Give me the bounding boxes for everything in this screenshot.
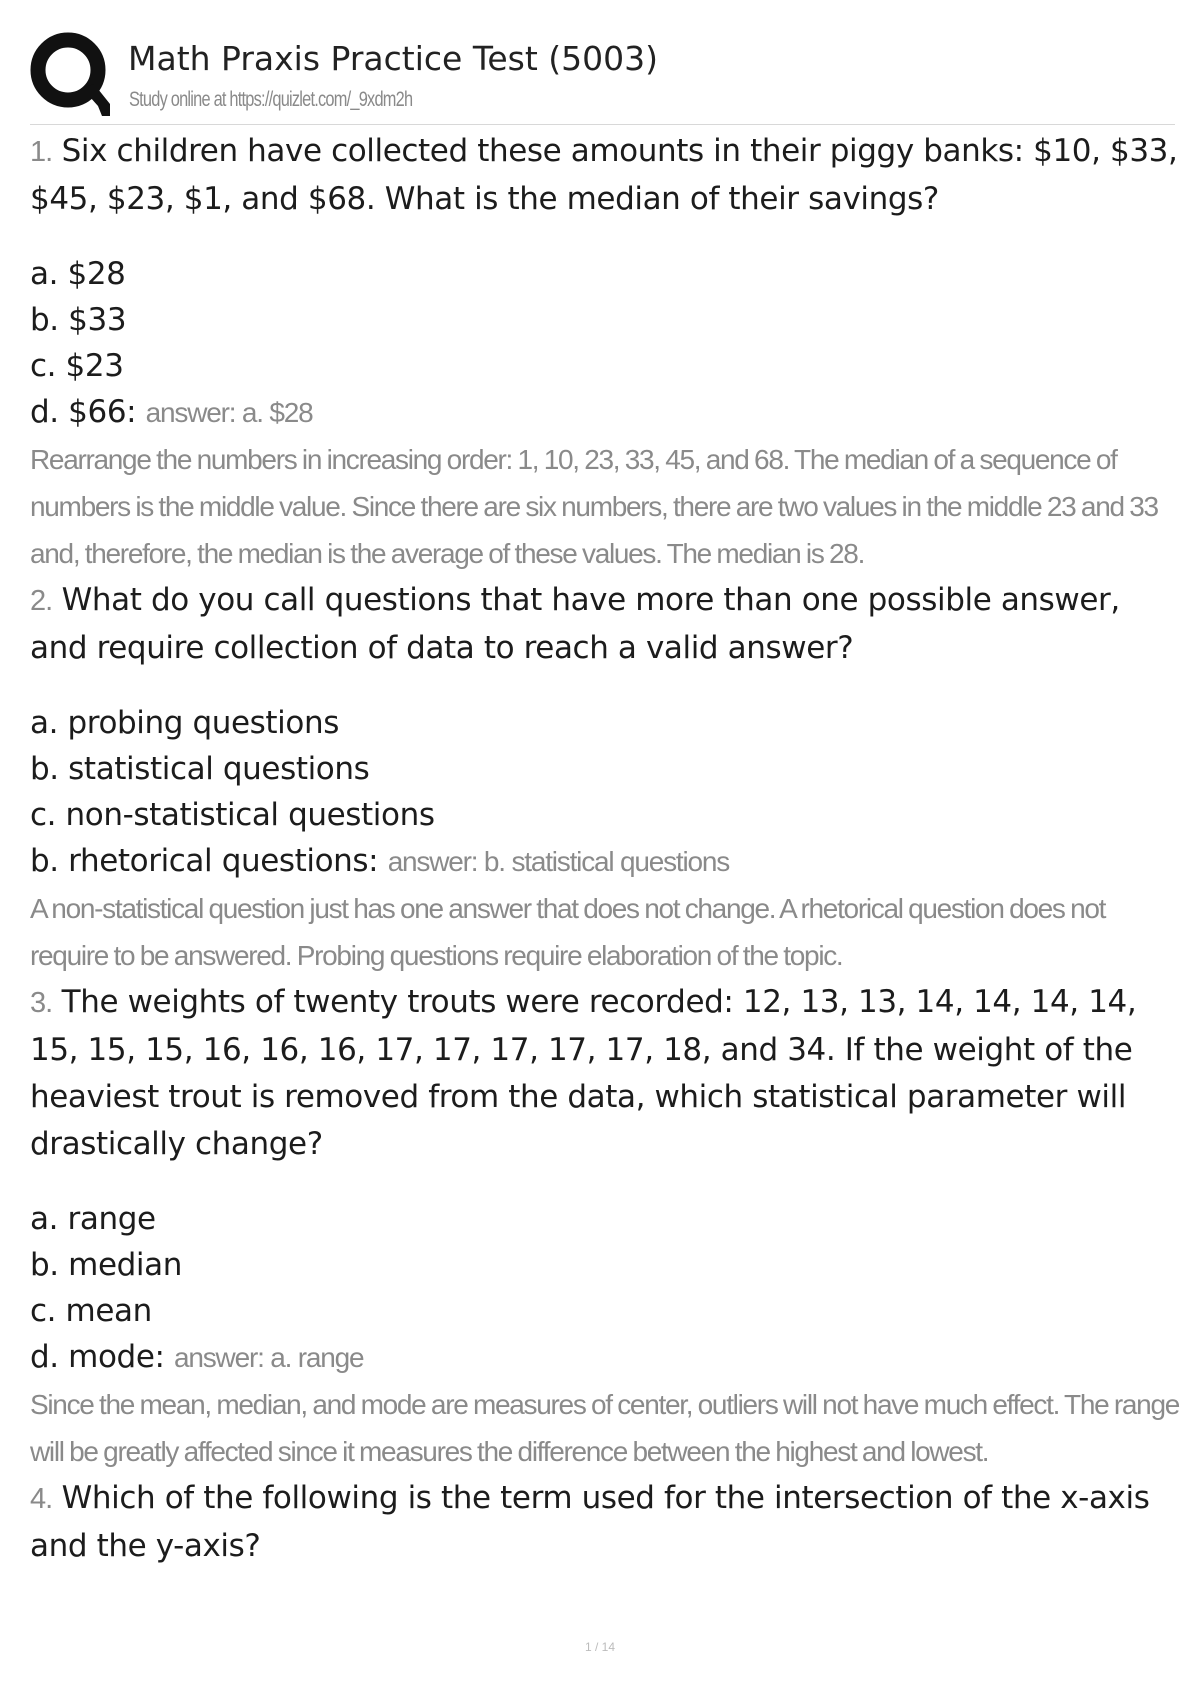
question-number: 2. bbox=[30, 585, 53, 617]
option-a: a. $28 bbox=[30, 256, 126, 292]
option-d-with-answer bbox=[30, 1334, 1180, 1381]
question-text: Six children have collected these amounts in their piggy banks: $10, $33, $45, $23, $1, and $68. What is the median of their savings? bbox=[30, 133, 1178, 217]
question-text: What do you call questions that have more than one possible answer, and require collection of data to reach a valid answer? bbox=[30, 582, 1120, 666]
question-3 bbox=[30, 979, 1180, 1168]
option-d: d. $66: bbox=[30, 394, 137, 430]
page-indicator: 1 / 14 bbox=[584, 1640, 616, 1654]
study-online-link[interactable]: Study online at https://quizlet.com/_9xdm2h bbox=[129, 88, 413, 111]
option-a: a. probing questions bbox=[30, 705, 339, 741]
question-2 bbox=[30, 577, 1180, 672]
question-text: Which of the following is the term used for the intersection of the x-axis and the y-axis? bbox=[30, 1480, 1150, 1564]
explanation: A non-statistical question just has one answer that does not change. A rhetorical question does not require to be answered. Probing questions require elaboration of the topic. bbox=[30, 893, 1106, 971]
questions-list bbox=[30, 128, 1180, 1570]
question-number: 4. bbox=[30, 1483, 53, 1515]
option-b: b. $33 bbox=[30, 302, 127, 338]
option-b: b. statistical questions bbox=[30, 751, 370, 787]
answer-label: answer: b. statistical questions bbox=[387, 846, 730, 877]
explanation: Since the mean, median, and mode are measures of center, outliers will not have much effect. The range will be greatly affected since it measures the difference between the highest and lowest. bbox=[30, 1389, 1179, 1467]
question-text: The weights of twenty trouts were recorded: 12, 13, 13, 14, 14, 14, 14, 15, 15, 15, 16, 16, 16, 17, 17, 17, 17, 17, 18, and 34. If the weight of the heaviest trout is removed from the data, which statistical parameter will drastically change? bbox=[30, 984, 1137, 1162]
option-a: a. range bbox=[30, 1201, 156, 1237]
option-d: d. mode: bbox=[30, 1339, 165, 1375]
explanation: Rearrange the numbers in increasing order: 1, 10, 23, 33, 45, and 68. The median of a sequence of numbers is the middle value. Since there are six numbers, there are two values in the middle 23 and 33 and, therefore, the median is the average of these values. The median is 28. bbox=[30, 444, 1158, 569]
option-d-with-answer bbox=[30, 389, 1180, 436]
question-number: 1. bbox=[30, 136, 53, 168]
option-c: c. non-statistical questions bbox=[30, 797, 435, 833]
question-1 bbox=[30, 128, 1180, 223]
question-number: 3. bbox=[30, 987, 53, 1019]
option-c: c. $23 bbox=[30, 348, 124, 384]
document-title: Math Praxis Practice Test (5003) bbox=[128, 39, 659, 78]
question-4 bbox=[30, 1475, 1180, 1570]
answer-label: answer: a. $28 bbox=[145, 397, 313, 428]
document-header bbox=[30, 32, 1175, 125]
option-b: b. median bbox=[30, 1247, 182, 1283]
option-c: c. mean bbox=[30, 1293, 152, 1329]
option-d: b. rhetorical questions: bbox=[30, 843, 379, 879]
quizlet-logo-icon bbox=[30, 32, 112, 116]
option-d-with-answer bbox=[30, 838, 1180, 885]
answer-label: answer: a. range bbox=[174, 1342, 364, 1373]
